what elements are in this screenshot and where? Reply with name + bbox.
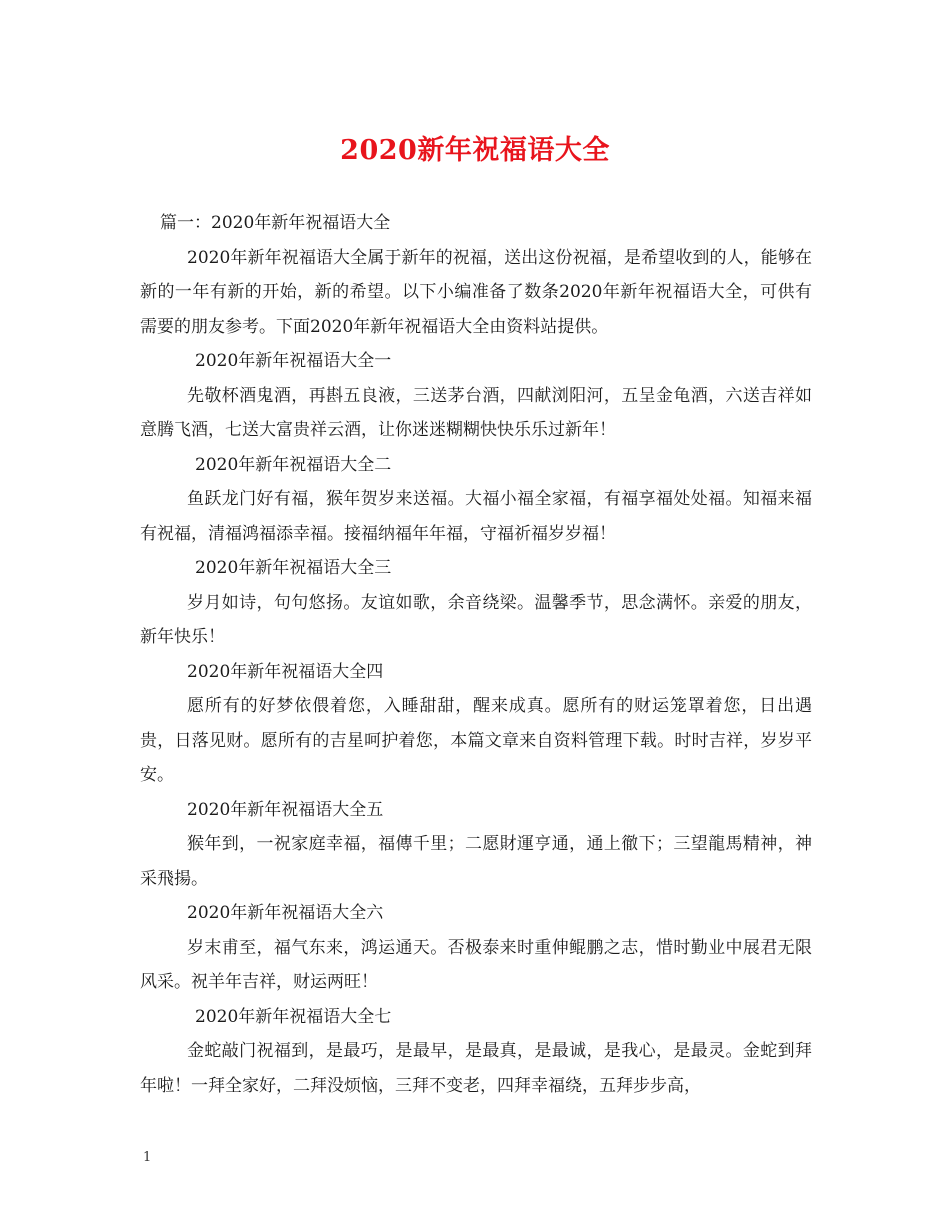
paragraph: 猴年到，一祝家庭幸福，福傳千里；二愿財運亨通，通上徹下；三望龍馬精神，神采飛揚。: [140, 834, 812, 889]
paragraph: 金蛇敲门祝福到，是最巧，是最早，是最真，是最诚，是我心，是最灵。金蛇到拜年啦！一拜全家好，二拜没烦恼，三拜不变老，四拜幸福绕，五拜步步高，: [140, 1041, 812, 1096]
subheading: 2020年新年祝福语大全三: [195, 558, 392, 578]
subheading: 2020年新年祝福语大全四: [187, 661, 384, 682]
document-body: [140, 206, 812, 1103]
subheading: 2020年新年祝福语大全二: [195, 454, 392, 475]
subheading: 2020年新年祝福语大全六: [187, 903, 384, 923]
subheading: 2020年新年祝福语大全五: [187, 799, 384, 820]
paragraph: 岁末甫至，福气东来，鸿运通天。否极泰来时重伸鲲鹏之志，惜时勤业中展君无限风采。祝羊年吉祥，财运两旺！: [140, 937, 812, 992]
page-number: 1: [143, 1150, 152, 1165]
subheading: 2020年新年祝福语大全一: [195, 351, 392, 371]
paragraph: 鱼跃龙门好有福，猴年贺岁来送福。大福小福全家福，有福享福处处福。知福来福有祝福，清福鸿福添幸福。接福纳福年年福，守福祈福岁岁福！: [140, 489, 812, 544]
paragraph: 岁月如诗，句句悠扬。友谊如歌，余音绕梁。温馨季节，思念满怀。亲爱的朋友，新年快乐！: [140, 592, 812, 647]
paragraph: 先敬杯酒鬼酒，再斟五良液，三送茅台酒，四献浏阳河，五呈金龟酒，六送吉祥如意腾飞酒，七送大富贵祥云酒，让你迷迷糊糊快快乐乐过新年！: [140, 385, 812, 440]
paragraph: 2020年新年祝福语大全属于新年的祝福，送出这份祝福，是希望收到的人，能够在新的一年有新的开始，新的希望。以下小编准备了数条2020年新年祝福语大全，可供有需要的朋友参考。下面2020年新年祝福语大全由资料站提供。: [140, 247, 812, 337]
document-title: 2020新年祝福语大全: [340, 135, 610, 166]
subheading: 2020年新年祝福语大全七: [195, 1006, 392, 1027]
paragraph: 愿所有的好梦依偎着您，入睡甜甜，醒来成真。愿所有的财运笼罩着您，日出遇贵，日落见财。愿所有的吉星呵护着您，本篇文章来自资料管理下载。时时吉祥，岁岁平安。: [140, 696, 812, 785]
section-heading: 篇一：2020年新年祝福语大全: [160, 213, 391, 233]
